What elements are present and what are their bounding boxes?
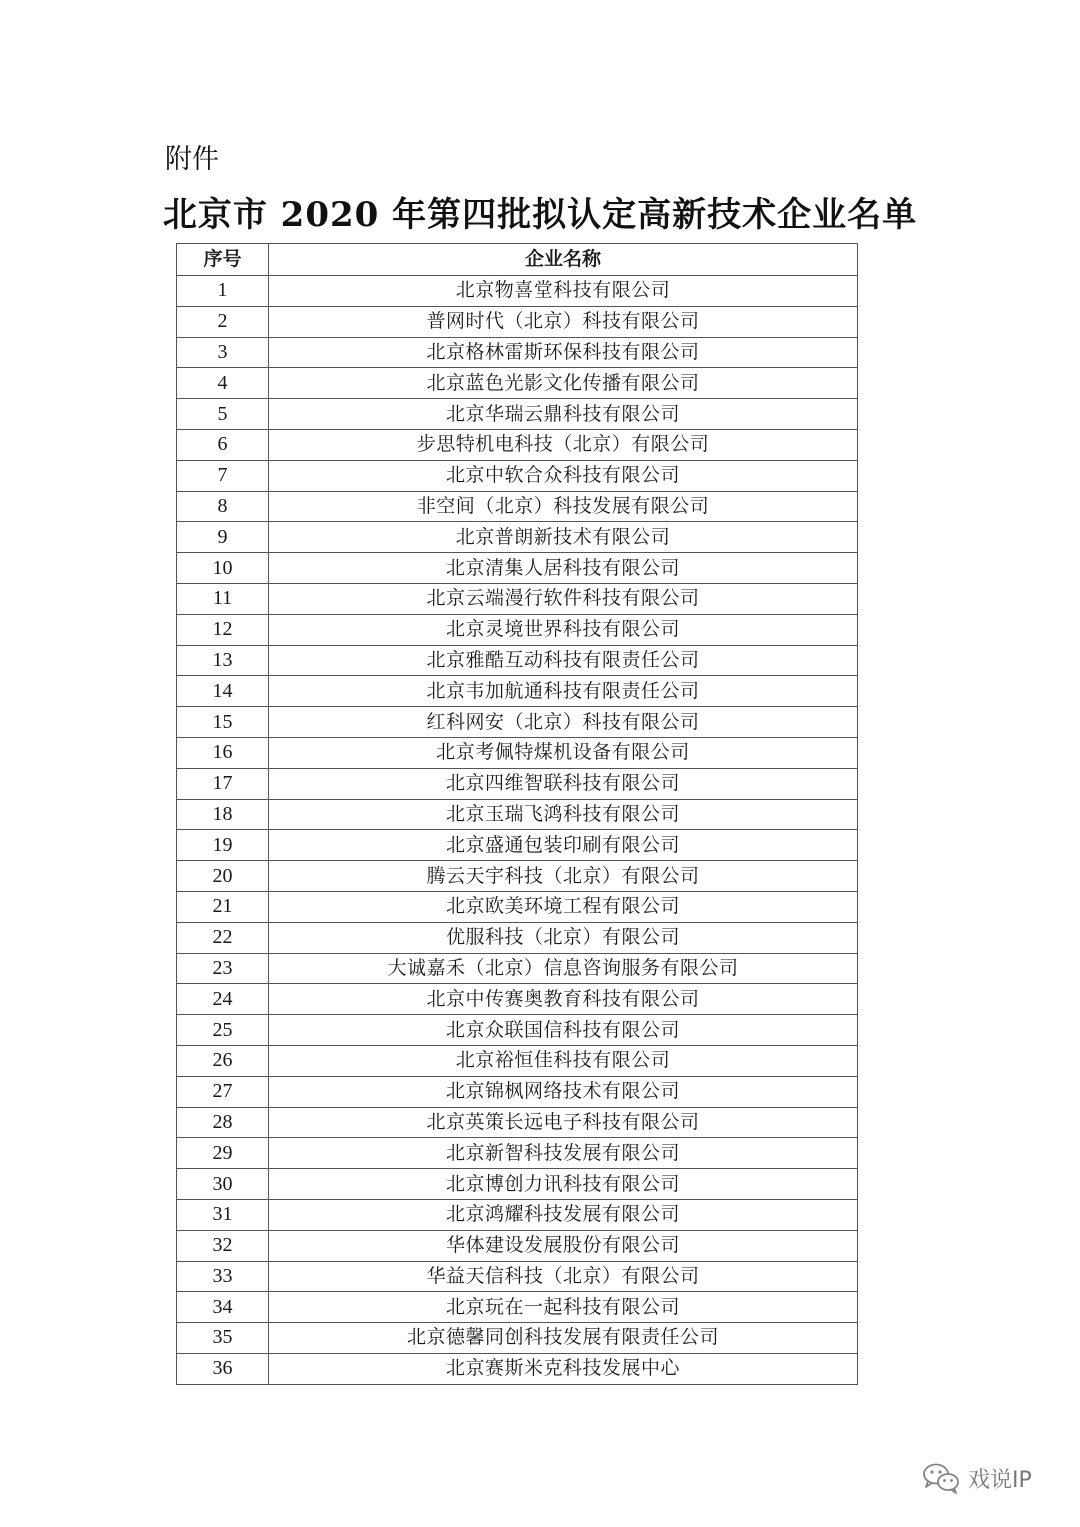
company-name: 北京赛斯米克科技发展中心: [269, 1353, 858, 1384]
company-name: 北京蓝色光影文化传播有限公司: [269, 368, 858, 399]
row-number: 8: [177, 491, 269, 522]
company-name: 非空间（北京）科技发展有限公司: [269, 491, 858, 522]
company-name: 北京众联国信科技有限公司: [269, 1015, 858, 1046]
row-number: 21: [177, 891, 269, 922]
company-name: 北京考佩特煤机设备有限公司: [269, 737, 858, 768]
wechat-icon: [922, 1462, 960, 1494]
company-name: 北京玩在一起科技有限公司: [269, 1292, 858, 1323]
row-number: 27: [177, 1076, 269, 1107]
company-name: 北京雅酷互动科技有限责任公司: [269, 645, 858, 676]
row-number: 14: [177, 676, 269, 707]
row-number: 11: [177, 583, 269, 614]
document-title: 北京市 2020 年第四批拟认定高新技术企业名单: [162, 195, 918, 235]
table-row: [177, 768, 858, 799]
row-number: 2: [177, 306, 269, 337]
table-row: [177, 460, 858, 491]
row-number: 5: [177, 399, 269, 430]
table-row: [177, 368, 858, 399]
table-row: [177, 276, 858, 307]
company-name: 北京裕恒佳科技有限公司: [269, 1045, 858, 1076]
table-row: [177, 1107, 858, 1138]
company-name: 北京欧美环境工程有限公司: [269, 891, 858, 922]
company-name: 华体建设发展股份有限公司: [269, 1230, 858, 1261]
company-name: 红科网安（北京）科技有限公司: [269, 707, 858, 738]
company-name: 优服科技（北京）有限公司: [269, 922, 858, 953]
table-row: [177, 1292, 858, 1323]
table-row: [177, 645, 858, 676]
table-row: [177, 707, 858, 738]
table-row: [177, 1353, 858, 1384]
table-header-row: [177, 244, 858, 276]
table-row: [177, 953, 858, 984]
row-number: 23: [177, 953, 269, 984]
row-number: 10: [177, 553, 269, 584]
company-name: 华益天信科技（北京）有限公司: [269, 1261, 858, 1292]
row-number: 18: [177, 799, 269, 830]
company-name: 北京华瑞云鼎科技有限公司: [269, 399, 858, 430]
table-row: [177, 614, 858, 645]
row-number: 30: [177, 1169, 269, 1200]
row-number: 24: [177, 984, 269, 1015]
row-number: 6: [177, 429, 269, 460]
column-header-name: 企业名称: [269, 244, 858, 276]
table-row: [177, 830, 858, 861]
row-number: 26: [177, 1045, 269, 1076]
table-row: [177, 1045, 858, 1076]
table-row: [177, 1323, 858, 1354]
company-name: 大诚嘉禾（北京）信息咨询服务有限公司: [269, 953, 858, 984]
table-row: [177, 799, 858, 830]
table-row: [177, 676, 858, 707]
company-name: 普网时代（北京）科技有限公司: [269, 306, 858, 337]
row-number: 35: [177, 1323, 269, 1354]
company-name: 步思特机电科技（北京）有限公司: [269, 429, 858, 460]
company-name: 北京盛通包装印刷有限公司: [269, 830, 858, 861]
column-header-number: 序号: [177, 244, 269, 276]
table-row: [177, 399, 858, 430]
attachment-label: 附件: [165, 144, 219, 175]
table-row: [177, 553, 858, 584]
watermark: [922, 1458, 1032, 1498]
company-name: 北京灵境世界科技有限公司: [269, 614, 858, 645]
row-number: 1: [177, 276, 269, 307]
table-row: [177, 583, 858, 614]
table-row: [177, 891, 858, 922]
company-name: 腾云天宇科技（北京）有限公司: [269, 861, 858, 892]
table-row: [177, 491, 858, 522]
company-name: 北京博创力讯科技有限公司: [269, 1169, 858, 1200]
row-number: 33: [177, 1261, 269, 1292]
row-number: 29: [177, 1138, 269, 1169]
company-list-table: [176, 243, 858, 1385]
table-row: [177, 984, 858, 1015]
row-number: 9: [177, 522, 269, 553]
company-name: 北京新智科技发展有限公司: [269, 1138, 858, 1169]
company-name: 北京物喜堂科技有限公司: [269, 276, 858, 307]
company-name: 北京玉瑞飞鸿科技有限公司: [269, 799, 858, 830]
company-name: 北京韦加航通科技有限责任公司: [269, 676, 858, 707]
row-number: 28: [177, 1107, 269, 1138]
row-number: 19: [177, 830, 269, 861]
row-number: 12: [177, 614, 269, 645]
row-number: 7: [177, 460, 269, 491]
table-row: [177, 861, 858, 892]
row-number: 32: [177, 1230, 269, 1261]
table-row: [177, 737, 858, 768]
company-name: 北京德馨同创科技发展有限责任公司: [269, 1323, 858, 1354]
company-name: 北京英策长远电子科技有限公司: [269, 1107, 858, 1138]
row-number: 31: [177, 1199, 269, 1230]
company-name: 北京四维智联科技有限公司: [269, 768, 858, 799]
table-row: [177, 1169, 858, 1200]
row-number: 13: [177, 645, 269, 676]
row-number: 25: [177, 1015, 269, 1046]
company-name: 北京普朗新技术有限公司: [269, 522, 858, 553]
watermark-text: 戏说IP: [968, 1467, 1032, 1493]
row-number: 3: [177, 337, 269, 368]
table-row: [177, 306, 858, 337]
company-name: 北京鸿耀科技发展有限公司: [269, 1199, 858, 1230]
row-number: 36: [177, 1353, 269, 1384]
row-number: 4: [177, 368, 269, 399]
row-number: 16: [177, 737, 269, 768]
table-row: [177, 1261, 858, 1292]
table-body: [177, 276, 858, 1385]
table-row: [177, 429, 858, 460]
company-name: 北京云端漫行软件科技有限公司: [269, 583, 858, 614]
table-row: [177, 337, 858, 368]
table-row: [177, 1015, 858, 1046]
company-name: 北京清集人居科技有限公司: [269, 553, 858, 584]
row-number: 15: [177, 707, 269, 738]
row-number: 34: [177, 1292, 269, 1323]
company-name: 北京中软合众科技有限公司: [269, 460, 858, 491]
table-row: [177, 1138, 858, 1169]
row-number: 20: [177, 861, 269, 892]
table-row: [177, 522, 858, 553]
table-row: [177, 922, 858, 953]
company-name: 北京中传赛奥教育科技有限公司: [269, 984, 858, 1015]
company-name: 北京锦枫网络技术有限公司: [269, 1076, 858, 1107]
row-number: 17: [177, 768, 269, 799]
company-name: 北京格林雷斯环保科技有限公司: [269, 337, 858, 368]
table-row: [177, 1199, 858, 1230]
table-row: [177, 1076, 858, 1107]
table-row: [177, 1230, 858, 1261]
row-number: 22: [177, 922, 269, 953]
